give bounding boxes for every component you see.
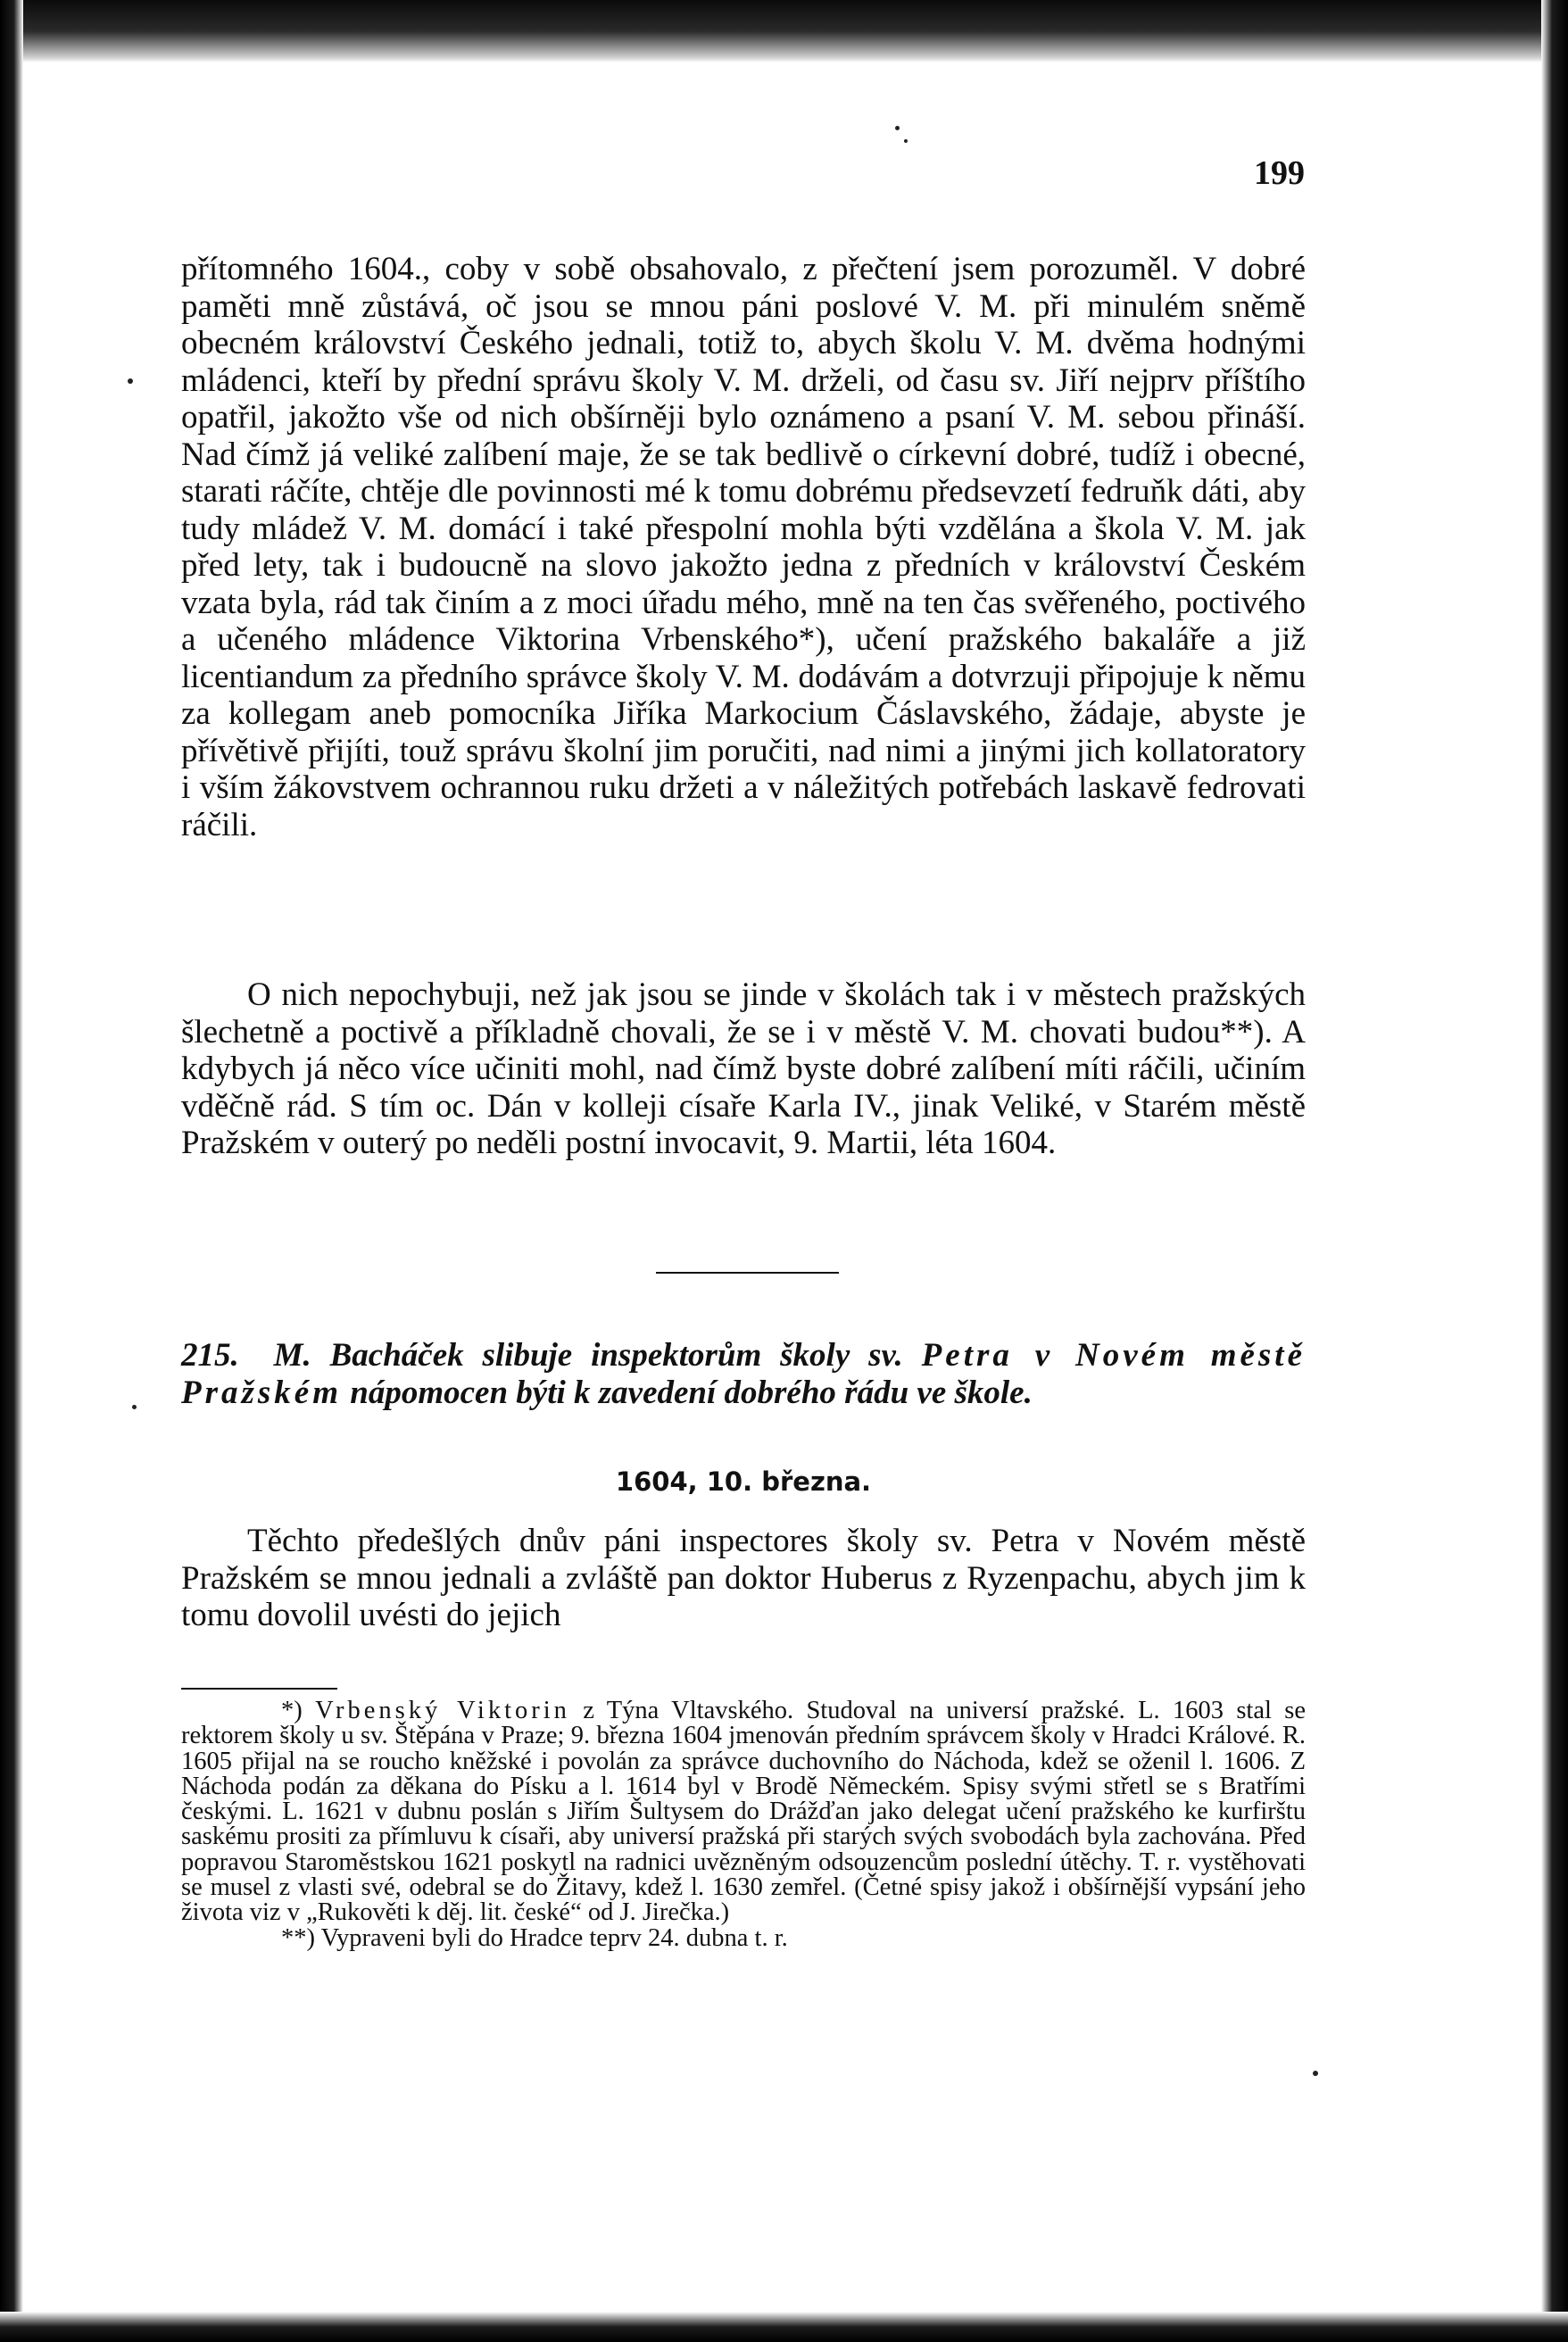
scan-speck [132,1405,137,1409]
entry-text [181,1523,1306,1634]
scan-border-left [0,0,23,2342]
scan-border-right [1541,0,1568,2342]
paragraph: přítomného 1604., coby v sobě obsahovalo, z přečtení jsem porozuměl. V dobré paměti mně zůstává, oč jsou se mnou páni poslové V. M. při minulém sněmě obecném království Českého jednali, totiž to, abych školu V. M. dvěma hodnými mládenci, kteří by přední správu školy V. M. drželi, od času sv. Jiří nejprv příštího opatřil, jakožto vše od nich obšírněji bylo oznámeno a psaní V. M. sebou přináší. Nad čímž já veliké zalíbení maje, že se tak bedlivě o církevní dobré, tudíž i obecné, starati ráčíte, chtěje dle povinnosti mé k tomu dobrému předsevzetí fedruňk dáti, aby tudy mládež V. M. domácí i také přespolní mohla býti vzdělána a škola V. M. jak před lety, tak i budoucně na slovo jakožto jedna z předních v království Českém vzata byla, rád tak činím a z moci úřadu mého, mně na ten čas svěřeného, poctivého a učeného mládence Viktorina Vrbenského*), učení pražského bakaláře a již licentiandum za předního správce školy V. M. dodávám a dotvrzuji připojuje k němu za kollegam aneb pomocníka Jiříka Markocium Čáslavského, žádaje, abyste je přívětivě přijíti, touž správu školní jim poručiti, nad nimi a jinými jich kollatoratory i vším žákovstvem ochrannou ruku držeti a v náležitých potřebách laskavě fedrovati ráčili. [181,251,1306,843]
scan-border-top [0,0,1568,62]
footnote-marker: *) [281,1697,303,1724]
scan-speck [904,139,908,143]
footnote-rule [181,1688,337,1690]
letter-closing [181,976,1306,1162]
scan-speck [1313,2071,1318,2076]
footnote-text: z Týna Vltavského. Studoval na universí pražské. L. 1603 stal se rektorem školy u sv. Štěpána v Praze; 9. března 1604 jmenován předním správcem školy v Hradci Králové. R. 1605 přijal na se roucho kněžské i povolán za správce duchovního do Náchoda, kdež se oženil l. 1606. Z Náchoda podán za děkana do Písku a l. 1614 byl v Brodě Německém. Spisy svými střetl se s Bratřími českými. L. 1621 v dubnu poslán s Jiřím Šultysem do Drážďan jako delegat učení pražského ke kurfirštu saskému prositi za přímluvu k císaři, aby universí pražská při starých svých svobodách byla zachována. Před popravou Staroměstskou 1621 poskytl na radnici uvězněným odsouzencům poslední útěchy. T. r. vystěhovati se musel z vlasti své, odebral se do Žitavy, kdež l. 1630 zemřel. (Četné spisy jakož i obšírnější vypsání jeho života viz v „Rukověti k děj. lit. české“ od J. Jirečka.) [181,1697,1307,1927]
entry-title-part: M. Bacháček slibuje inspektorům školy sv. [273,1337,903,1374]
footnote [181,1698,1306,1926]
footnote: **) Vypraveni byli do Hradce teprv 24. dubna t. r. [281,1923,788,1952]
scan-speck [128,378,133,384]
entry-title-place: Petra v Novém městě Pražském [181,1337,1307,1411]
entry-heading [181,1337,1306,1411]
paragraph: Těchto předešlých dnův páni inspectores školy sv. Petra v Novém městě Pražském se mnou jednali a zvláště pan doktor Huberus z Ryzenpachu, abych jim k tomu dovolil uvésti do jejich [181,1523,1306,1633]
entry-number: 215. [181,1337,239,1374]
footnote-name: Vrbenský Viktorin [315,1697,570,1724]
page-number: 199 [1254,154,1305,192]
section-divider [656,1272,839,1274]
footnotes [181,1698,1306,1951]
letter-continuation [181,251,1306,843]
scan-border-bottom [0,2312,1568,2342]
entry-title-part: nápomocen býti k zavedení dobrého řádu ve škole. [350,1374,1033,1411]
entry-date: 1604, 10. března. [615,1466,872,1497]
paragraph: O nich nepochybuji, než jak jsou se jinde v školách tak i v městech pražských šlechetně a poctivě a příkladně chovali, že se i v městě V. M. chovati budou**). A kdybych já něco více učiniti mohl, nad čímž byste dobré zalíbení míti ráčili, učiním vděčně rád. S tím oc. Dán v kolleji císaře Karla IV., jinak Veliké, v Starém městě Pražském v outerý po neděli postní invocavit, 9. Martii, léta 1604. [181,976,1306,1161]
scan-speck [895,126,900,130]
